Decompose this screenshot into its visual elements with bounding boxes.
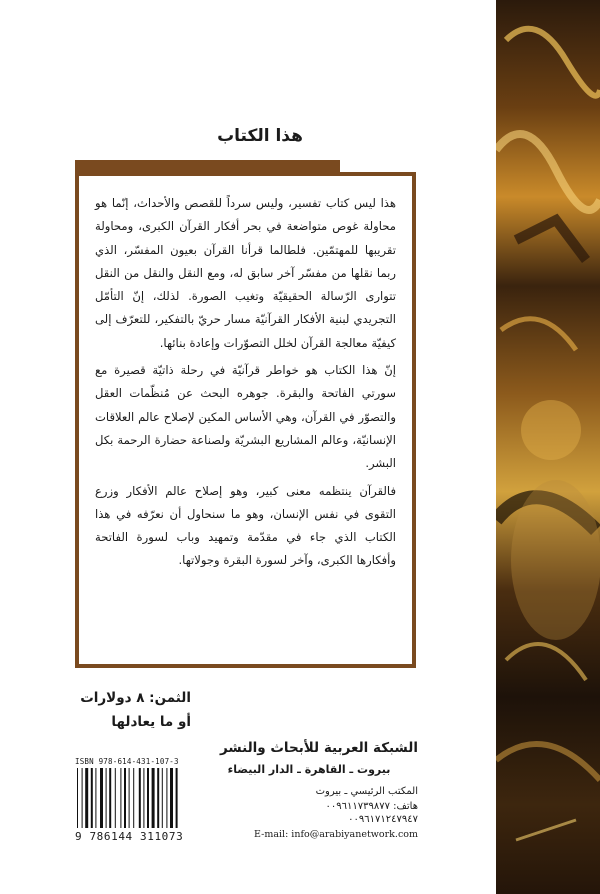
price-block <box>75 686 191 734</box>
publisher-phone: هاتف: ٠٠٩٦١١٧٣٩٨٧٧ <box>325 801 418 812</box>
isbn-label: ISBN 978-614-431-107-3 <box>75 757 179 766</box>
isbn-block <box>75 757 195 843</box>
publisher-email: E-mail: info@arabiyanetwork.com <box>254 829 418 840</box>
publisher-cities: بيروت ـ القاهرة ـ الدار البيضاء <box>227 763 391 776</box>
description-paragraph: فالقرآن ينتظمه معنى كبير، وهو إصلاح عالم الأفكار وزرع التقوى في نفس الإنسان، وهو ما سنحاول أن نعرّفه في هذا الكتاب الذي جاء في مقدّمة وتمهيد وباب لسورة الفاتحة وأفكارها الكبرى، وآخر لسورة البقرة وجولاتها. <box>95 483 396 568</box>
price-amount: الثمن: ٨ دولارات <box>80 690 191 706</box>
title-underline-bar <box>75 160 340 172</box>
cover-art-strip <box>496 0 600 894</box>
publisher-office: المكتب الرئيسي ـ بيروت <box>315 786 418 797</box>
price-equivalent: أو ما يعادلها <box>111 714 191 730</box>
description-box <box>75 172 416 668</box>
isbn-digits: 9 786144 311073 <box>75 830 184 843</box>
description-paragraph: إنّ هذا الكتاب هو خواطر قرآنيّة في رحلة ذاتيّة قصيرة مع سورتي الفاتحة والبقرة. جوهره البحث عن مُنظّمات العقل والتصوّر في القرآن، وهي الأساس المكين لإصلاح عالم العلاقات الإنسانيّة، وعالم المشاريع البشريّة ولصناعة حضارة الرحمة بكل البشر. <box>95 363 396 471</box>
barcode-icon <box>75 768 193 830</box>
publisher-name: الشبكة العربية للأبحاث والنشر <box>219 740 418 756</box>
book-title: هذا الكتاب <box>217 126 303 146</box>
calligraphy-art-icon <box>496 0 600 894</box>
publisher-fax: ٠٠٩٦١٧١٢٤٧٩٤٧ <box>348 814 418 825</box>
publisher-block <box>210 740 418 840</box>
description-paragraph: هذا ليس كتاب تفسير، وليس سرداً للقصص والأحداث، إنّما هو محاولة غوص متواضعة في بحر أفكار القرآن الكبرى، ومحاولة تقريبها للمهتمّين. فلطالما قرأنا القرآن بعيون المفسّر، الذي ربما نقلها من مفسّر آخر سابق له، ومع النقل والنقل من النقل تتوارى الرّسالة الحقيقيّة وتغيب الصورة. لذلك، إنّ التأمّل التجريدي لبنية الأفكار القرآنيّة مسار حريّ بالتفكير، للتعرّف إلى كيفيّة معالجة القرآن لخلل التصوّرات وإعادة بنائها. <box>95 196 396 350</box>
